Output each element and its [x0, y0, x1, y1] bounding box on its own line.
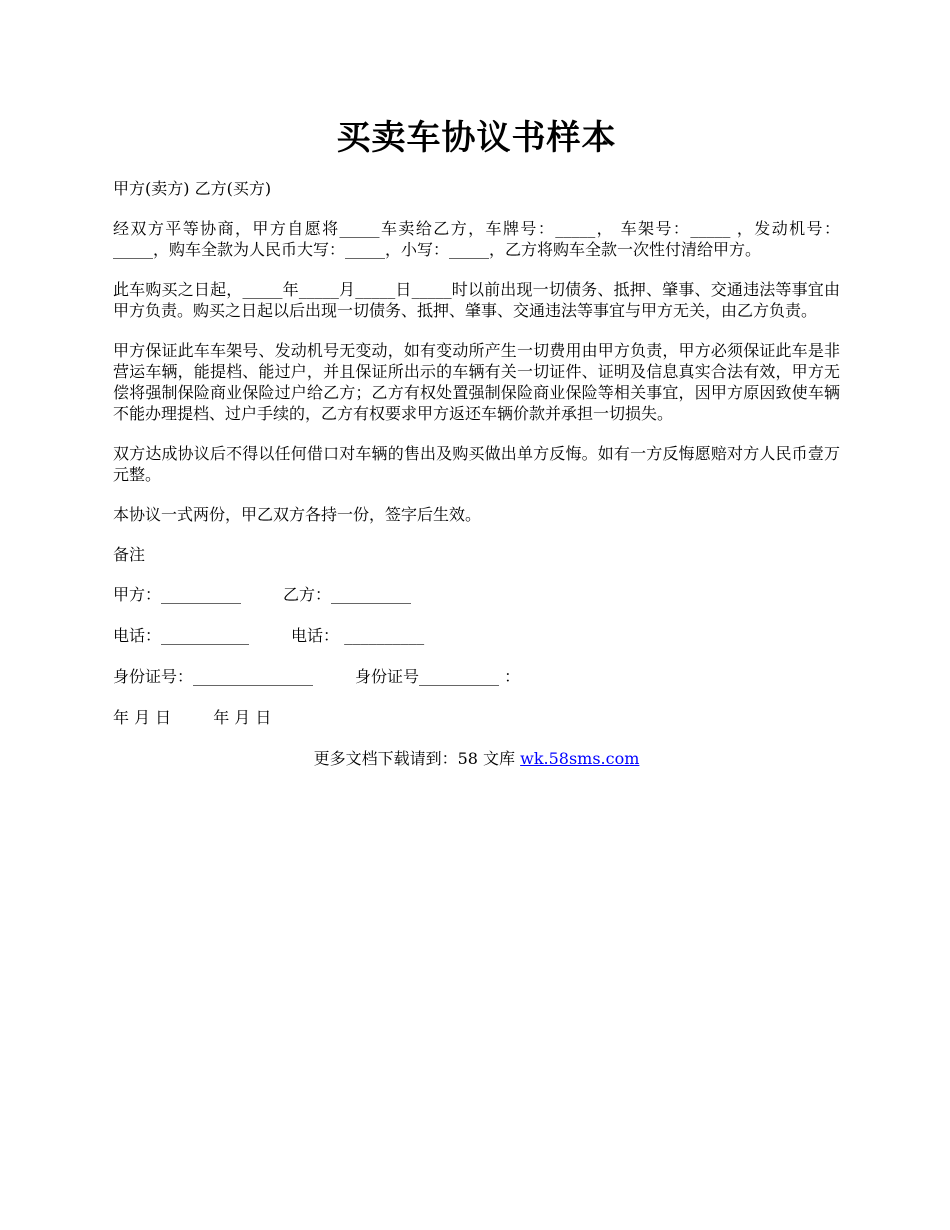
clause-seller-guarantee: 甲方保证此车车架号、发动机号无变动，如有变动所产生一切费用由甲方负责，甲方必须保证此车是非营运车辆，能提档、能过户，并且保证所出示的车辆有关一切证件、证明及信息真实合法有效，甲方无偿将强制保险商业保险过户给乙方；乙方有权处置强制保险商业保险等相关事宜，因甲方原因致使车辆不能办理提档、过户手续的，乙方有权要求甲方返还车辆价款并承担一切损失。 [113, 341, 840, 423]
document-body [113, 112, 840, 769]
buyer-signature-line: 乙方：__________ [283, 585, 412, 604]
remarks-label: 备注 [113, 545, 146, 564]
seller-phone-line: 电话：___________ [113, 626, 250, 645]
signature-row-id [113, 666, 840, 687]
seller-signature-line: 甲方：__________ [113, 585, 242, 604]
clause-sale-terms: 经双方平等协商，甲方自愿将_____车卖给乙方，车牌号：_____， 车架号：_____ ，发动机号：_____，购车全款为人民币大写：_____，小写：_____，乙方将购车全款一次性付清给甲方。 [113, 219, 840, 259]
footer-link[interactable]: wk.58sms.com [520, 749, 640, 768]
seller-id-line: 身份证号：_______________ [113, 667, 314, 686]
parties-line: 甲方(卖方) 乙方(买方) [113, 179, 272, 198]
signature-row-party [113, 584, 840, 605]
signature-row-date [113, 707, 840, 728]
clause-breach: 双方达成协议后不得以任何借口对车辆的售出及购买做出单方反悔。如有一方反悔愿赔对方人民币壹万元整。 [113, 444, 840, 484]
buyer-date-line: 年 月 日 [213, 708, 272, 727]
clause-liability: 此车购买之日起，_____年_____月_____日_____时以前出现一切债务、抵押、肇事、交通违法等事宜由甲方负责。购买之日起以后出现一切债务、抵押、肇事、交通违法等事宜与甲方无关，由乙方负责。 [113, 280, 840, 320]
signature-row-phone [113, 625, 840, 646]
document-title: 买卖车协议书样本 [336, 118, 617, 158]
footer-prefix: 更多文档下载请到：58 文库 [313, 749, 521, 768]
download-footer [113, 748, 840, 769]
clause-copies: 本协议一式两份，甲乙双方各持一份，签字后生效。 [113, 505, 482, 524]
buyer-id-line: 身份证号__________ ： [355, 667, 521, 686]
seller-date-line: 年 月 日 [113, 708, 172, 727]
buyer-phone-line: 电话： __________ [291, 626, 425, 645]
